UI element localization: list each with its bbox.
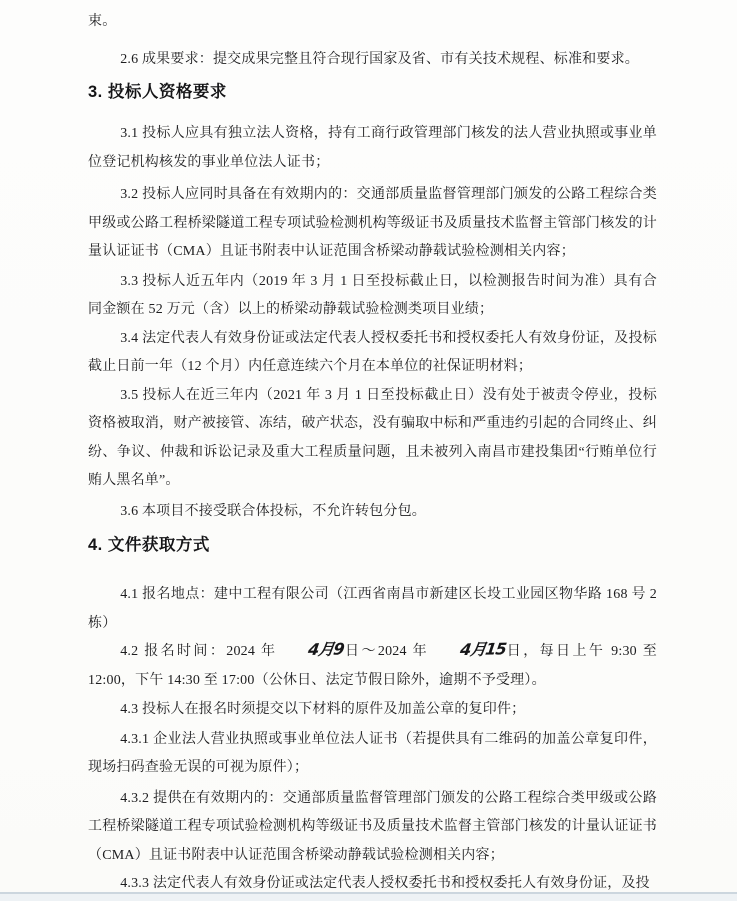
paragraph [88, 696, 657, 725]
handwritten-text: 4月15 [458, 639, 508, 660]
text-run: 3. 投标人资格要求 [88, 83, 227, 101]
paragraph [88, 8, 657, 37]
text-run: 日～2024 年 [342, 644, 429, 659]
scan-bottom-edge [0, 892, 737, 901]
paragraph [88, 181, 657, 267]
text-run: 4.3.3 法定代表人有效身份证或法定代表人授权委托书和授权委托人有效身份证，及投 [120, 876, 650, 891]
paragraph [88, 785, 657, 871]
paragraph [88, 498, 657, 527]
text-run: 2.6 成果要求：提交成果完整且符合现行国家及省、市有关技术规程、标准和要求。 [120, 51, 639, 67]
text-run: 3.1 投标人应具有独立法人资格，持有工商行政管理部门核发的法人营业执照或事业单位登记机构核发的事业单位法人证书； [88, 126, 657, 170]
paragraph [88, 581, 657, 638]
text-run: 3.4 法定代表人有效身份证或法定代表人授权委托书和授权委托人有效身份证，及投标截止日前一年（12 个月）内任意连续六个月在本单位的社保证明材料； [88, 330, 657, 374]
text-run: 4.3.1 企业法人营业执照或事业单位法人证书（若提供具有二维码的加盖公章复印件，现场扫码查验无误的可视为原件）； [88, 731, 657, 775]
text-run: 4.1 报名地点：建中工程有限公司（江西省南昌市新建区长坄工业园区物华路 168 号 2 栋） [88, 587, 657, 631]
handwritten-text: 4月9 [307, 639, 346, 660]
paragraph [88, 726, 657, 783]
paragraph [88, 268, 657, 325]
paragraph [88, 46, 657, 75]
text-run: 4.3 投标人在报名时须提交以下材料的原件及加盖公章的复印件； [120, 702, 526, 717]
paragraph [88, 638, 657, 695]
text-run: 4.3.2 提供在有效期内的：交通部质量监督管理部门颁发的公路工程综合类甲级或公路工程桥梁隧道工程专项试验检测机构等级证书及质量技术监督主管部门核发的计量认证证书（CMA）且证书附表中认证范围含桥梁动静载试验检测相关内容； [88, 790, 657, 863]
text-run: 4. 文件获取方式 [88, 536, 210, 554]
text-run: 3.2 投标人应同时具备在有效期内的：交通部质量监督管理部门颁发的公路工程综合类甲级或公路工程桥梁隧道工程专项试验检测机构等级证书及质量技术监督主管部门核发的计量认证证书（CMA）且证书附表中认证范围含桥梁动静载试验检测相关内容； [88, 187, 657, 259]
text-run: 3.3 投标人近五年内（2019 年 3 月 1 日至投标截止日，以检测报告时间为准）具有合同金额在 52 万元（含）以上的桥梁动静载试验检测类项目业绩； [88, 273, 657, 317]
paragraph [88, 120, 657, 177]
text-run: 4.2 报名时间：2024 年 [120, 644, 278, 659]
section-heading [88, 80, 657, 104]
text-run: 日，每日上午 9:30 至 12:00，下午 14:30 至 17:00（公休日、法定节假日除外，逾期不予受理）。 [88, 644, 657, 688]
text-run: 3.5 投标人在近三年内（2021 年 3 月 1 日至投标截止日）没有处于被责令停业，投标资格被取消，财产被接管、冻结，破产状态，没有骗取中标和严重违约引起的合同终止、纠纷、争议、仲裁和诉讼记录及重大工程质量问题，且未被列入南昌市建投集团“行贿单位行贿人黑名单”。 [88, 387, 657, 488]
text-run: 束。 [88, 14, 117, 29]
paragraph [88, 325, 657, 382]
section-heading [88, 533, 657, 557]
paragraph [88, 382, 657, 496]
text-run: 3.6 本项目不接受联合体投标，不允许转包分包。 [120, 503, 426, 519]
